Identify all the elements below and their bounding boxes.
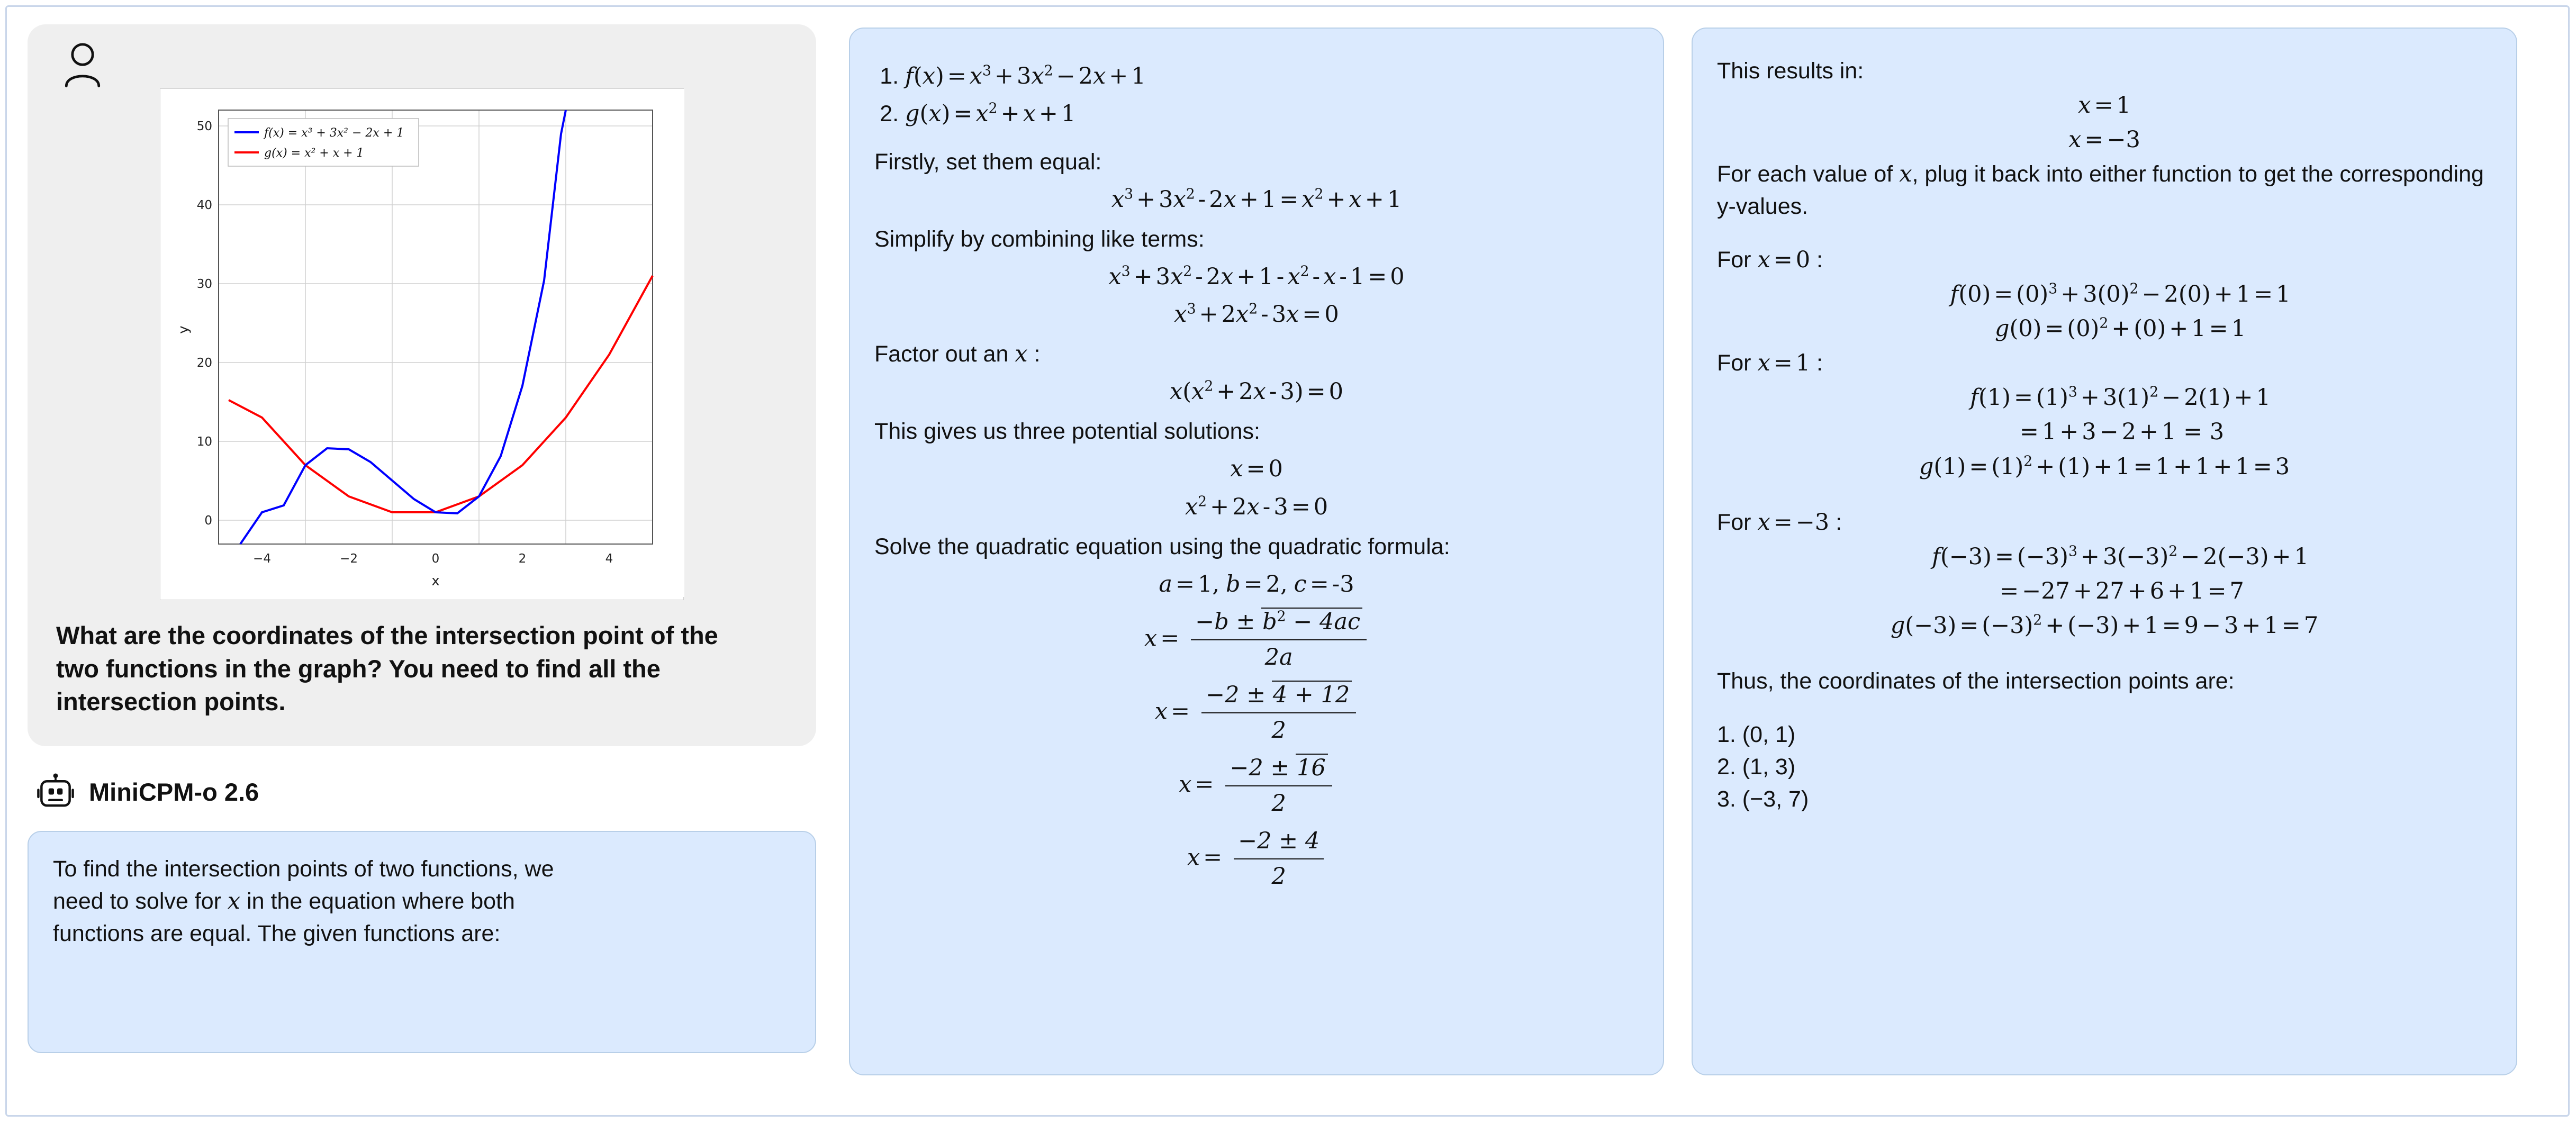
equation-7: a = 1, b = 2, c = -3 <box>1159 570 1354 597</box>
foreach-post: , plug it back into either function to get the corresponding y-values. <box>1717 161 2484 220</box>
svg-text:30: 30 <box>196 277 212 291</box>
svg-text:0: 0 <box>204 514 212 528</box>
equation-8: x = $\frac{-b \pm b^2 - 4ac}{2a}$ <box>874 606 1639 674</box>
svg-text:0: 0 <box>431 552 440 566</box>
assistant-answer-part3 <box>1692 28 2517 1075</box>
f-of-1-line2: = 1 + 3 − 2 + 1 = 3 <box>2019 419 2225 446</box>
svg-text:−4: −4 <box>253 552 271 566</box>
svg-text:20: 20 <box>196 356 212 370</box>
simplify-label: Simplify by combining like terms: <box>874 227 1205 252</box>
assistant-header <box>36 773 821 812</box>
spacer <box>1717 698 2492 719</box>
equation-10: x = $\frac{-2 \pm 16}{2}$ <box>874 752 1639 820</box>
answer-line-2 <box>53 885 791 918</box>
svg-text:g(x) = x² + x + 1: g(x) = x² + x + 1 <box>264 147 364 160</box>
answer-line-2-pre: need to solve for <box>53 888 228 914</box>
svg-text:−2: −2 <box>340 552 358 566</box>
robot-icon <box>36 773 75 812</box>
foreach-var: x <box>1899 161 1912 188</box>
g-of-1: $g(1) = (1)^2 + (1) + 1 = 1 + 1 + 1 = 3$ <box>1919 453 2290 480</box>
result-x-1: x = 1 <box>2078 92 2131 119</box>
svg-text:y: y <box>176 325 192 334</box>
right-column <box>1692 24 2517 1099</box>
person-icon <box>57 42 108 93</box>
list-item: 1. $f(x) = x^3 + 3x^2 - 2x + 1$ <box>905 60 1639 93</box>
answer-line-2-post: in the equation where both <box>240 888 515 914</box>
assistant-answer-part2 <box>849 28 1664 1075</box>
for-x-1-label: For x = 1 : <box>1717 350 1823 377</box>
factor-post: : <box>1027 341 1041 367</box>
foreach-label <box>1717 158 2492 223</box>
svg-text:40: 40 <box>196 198 212 212</box>
equation-3: $x^3 + 2x^2 - 3x = 0$ <box>1174 301 1339 328</box>
middle-column <box>849 24 1664 1099</box>
result-x-2: x = −3 <box>2068 126 2140 153</box>
function-graph <box>160 88 684 600</box>
equation-6: $x^2 + 2x - 3 = 0$ <box>1185 493 1328 520</box>
svg-text:4: 4 <box>605 552 613 566</box>
assistant-answer-part1 <box>28 831 816 1053</box>
answer-line-2-var: x <box>227 887 241 914</box>
coordinate-2: 2. (1, 3) <box>1717 754 1796 780</box>
g-of-minus3: $g(-3) = (-3)^2 + (-3) + 1 = 9 - 3 + 1 = 7$ <box>1890 612 2319 639</box>
svg-text:10: 10 <box>196 435 212 449</box>
solve-quadratic-label: Solve the quadratic equation using the quadratic formula: <box>874 533 1450 559</box>
svg-text:50: 50 <box>196 120 212 133</box>
foreach-pre: For each value of <box>1717 161 1900 187</box>
equation-4: $x(x^2 + 2x - 3) = 0$ <box>1170 378 1343 405</box>
spacer <box>1717 223 2492 244</box>
spacer <box>1717 644 2492 665</box>
f-of-minus3-line1: $f(-3) = (-3)^3 + 3(-3)^2 - 2(-3) + 1$ <box>1932 543 2309 570</box>
coordinate-3: 3. (−3, 7) <box>1717 786 1809 812</box>
answer-line-1: To find the intersection points of two functions, we <box>53 856 554 882</box>
svg-text:f(x) = x³ + 3x² − 2x + 1: f(x) = x³ + 3x² − 2x + 1 <box>264 126 404 140</box>
three-solutions-label: This gives us three potential solutions: <box>874 419 1261 445</box>
g-of-0: $g(0) = (0)^2 + (0) + 1 = 1$ <box>1994 315 2246 342</box>
firstly-label: Firstly, set them equal: <box>874 149 1102 175</box>
assistant-name: MiniCPM-o 2.6 <box>89 778 259 806</box>
spacer <box>1717 485 2492 506</box>
user-question-text: What are the coordinates of the intersection point of the two functions in the graph? You need to find all the intersection points. <box>56 621 718 716</box>
f-of-minus3-line2: = −27 + 27 + 6 + 1 = 7 <box>2000 577 2244 604</box>
results-in-label: This results in: <box>1717 58 1864 84</box>
graph-svg <box>160 89 684 597</box>
user-message-bubble <box>28 24 816 746</box>
coordinate-1: 1. (0, 1) <box>1717 721 1796 747</box>
f-of-0: $f(0) = (0)^3 + 3(0)^2 - 2(0) + 1 = 1$ <box>1950 280 2291 308</box>
for-x-0-label: For x = 0 : <box>1717 247 1823 274</box>
factor-pre: Factor out an <box>874 341 1015 367</box>
chart-legend <box>228 119 419 166</box>
f-of-1-line1: $f(1) = (1)^3 + 3(1)^2 - 2(1) + 1$ <box>1970 384 2271 411</box>
thus-label: Thus, the coordinates of the intersection points are: <box>1717 668 2235 694</box>
list-item: 2. $g(x) = x^2 + x + 1$ <box>905 98 1639 130</box>
equation-2: $x^3 + 3x^2 - 2x + 1 - x^2 - x - 1 = 0$ <box>1108 263 1405 291</box>
svg-text:x: x <box>431 573 440 589</box>
svg-text:2: 2 <box>518 552 527 566</box>
equation-11: x = $\frac{-2 \pm 4}{2}$ <box>874 825 1639 893</box>
answer-line-3: functions are equal. The given functions are: <box>53 920 501 946</box>
equation-5: x = 0 <box>1230 456 1283 483</box>
equation-1: $x^3 + 3x^2 - 2x + 1 = x^2 + x + 1$ <box>1111 186 1402 213</box>
for-x-minus3-label: For x = −3 : <box>1717 509 1842 536</box>
factor-var: x <box>1015 341 1028 368</box>
left-column <box>28 24 821 1099</box>
factor-label <box>874 338 1639 370</box>
equation-9: x = $\frac{-2 \pm 4 + 12}{2}$ <box>874 679 1639 747</box>
function-list <box>874 60 1639 130</box>
